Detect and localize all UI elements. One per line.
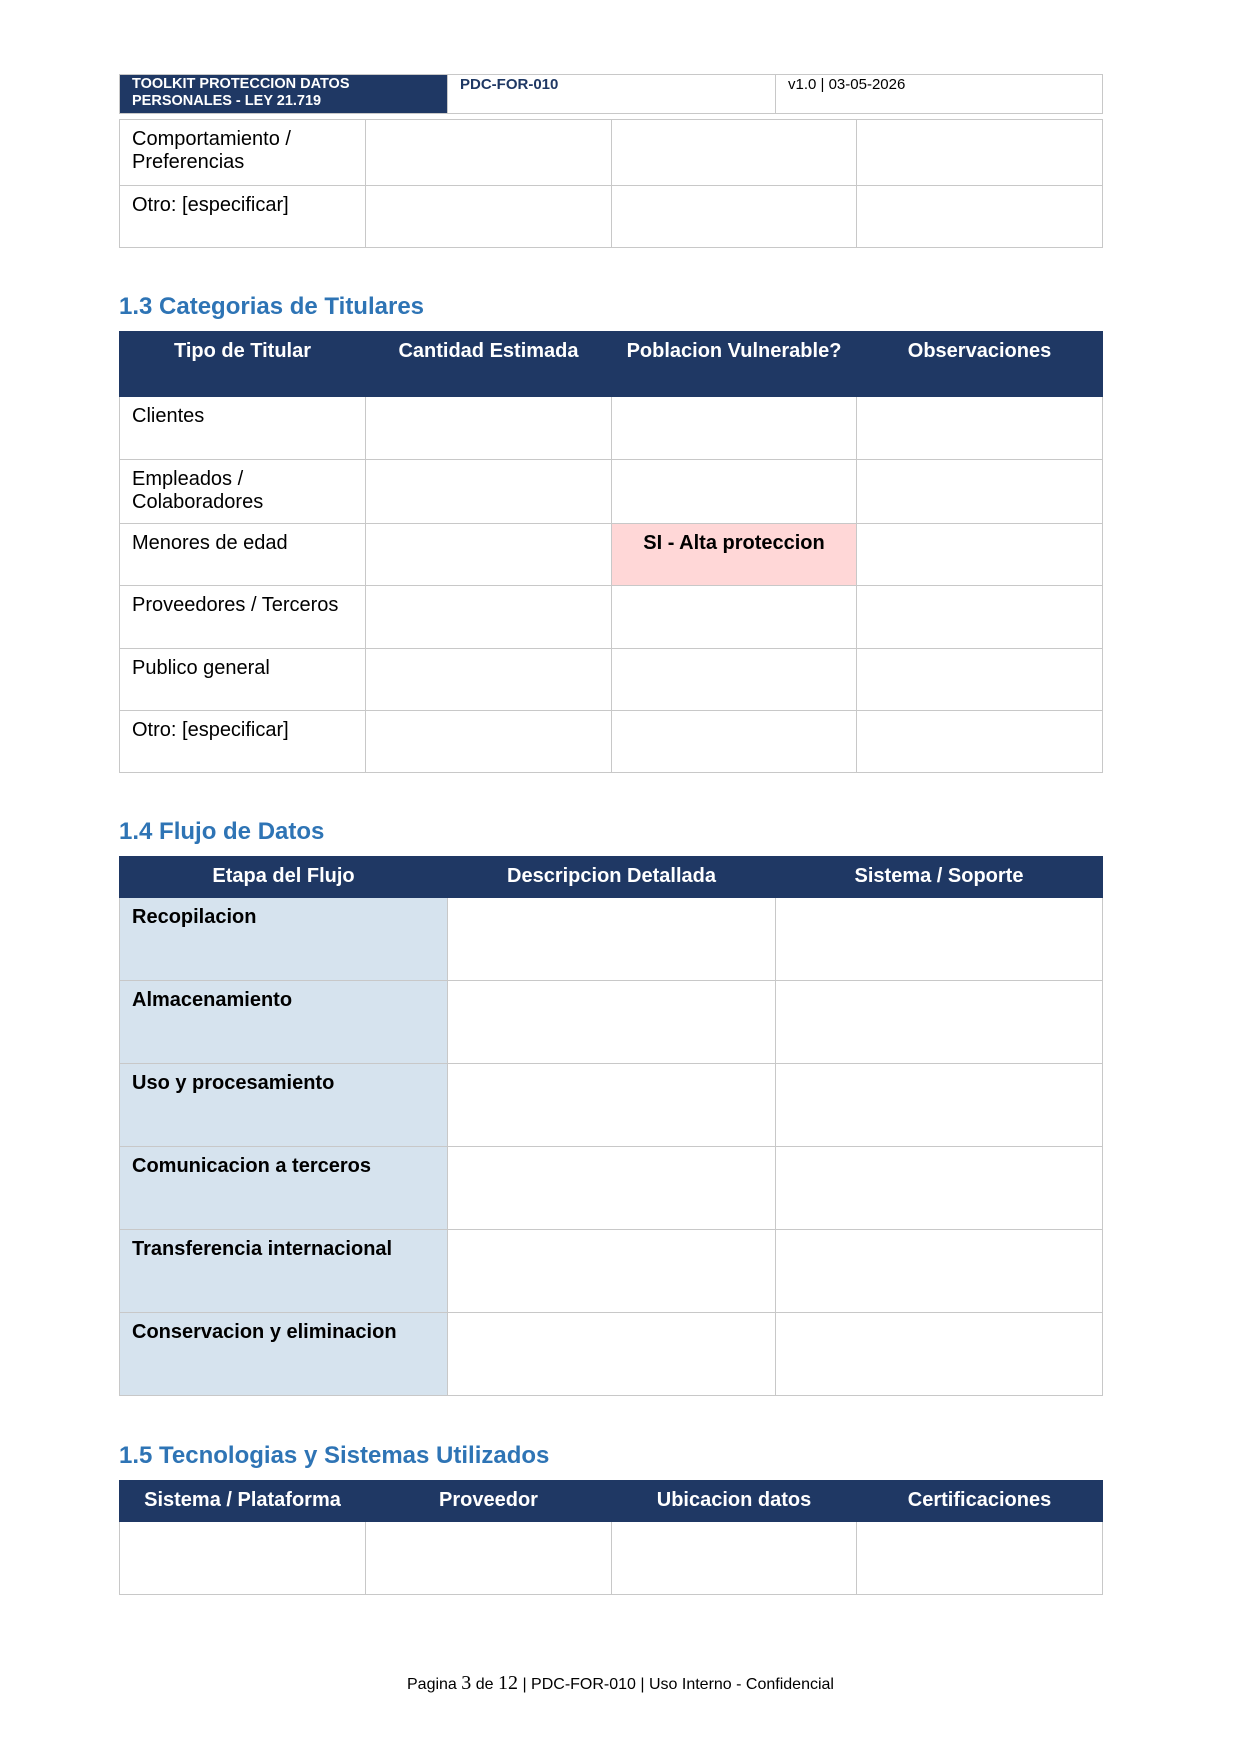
input-cell[interactable] xyxy=(857,460,1103,524)
data-categories-table-continued xyxy=(119,119,1103,248)
footer-page-current: 3 xyxy=(461,1672,472,1694)
input-cell[interactable] xyxy=(612,397,857,460)
table-row xyxy=(120,1064,1103,1147)
row-label: Publico general xyxy=(120,649,366,711)
row-label: Comportamiento / Preferencias xyxy=(120,120,366,186)
input-cell[interactable] xyxy=(612,120,857,186)
input-cell[interactable] xyxy=(366,586,612,649)
section-title-1-3: 1.3 Categorias de Titulares xyxy=(119,293,425,320)
footer-prefix: Pagina xyxy=(407,1676,457,1693)
table-row xyxy=(120,1313,1103,1396)
input-cell[interactable] xyxy=(366,711,612,773)
column-header: Sistema / Plataforma xyxy=(120,1481,366,1522)
table-row xyxy=(120,1147,1103,1230)
input-cell[interactable] xyxy=(857,186,1103,248)
flow-stage: Uso y procesamiento xyxy=(120,1064,448,1147)
table-row xyxy=(120,120,1103,186)
flow-stage: Recopilacion xyxy=(120,898,448,981)
footer-of: de xyxy=(475,1676,494,1693)
table-row xyxy=(120,1522,1103,1595)
row-label: Empleados / Colaboradores xyxy=(120,460,366,524)
input-cell[interactable] xyxy=(366,524,612,586)
column-header: Descripcion Detallada xyxy=(448,857,776,898)
input-cell[interactable] xyxy=(612,186,857,248)
row-label: Proveedores / Terceros xyxy=(120,586,366,649)
table-row xyxy=(120,586,1103,649)
input-cell[interactable] xyxy=(857,711,1103,773)
header-version: v1.0 | 03-05-2026 xyxy=(776,75,1103,114)
input-cell[interactable] xyxy=(776,898,1103,981)
table-row xyxy=(120,397,1103,460)
input-cell[interactable] xyxy=(448,981,776,1064)
input-cell[interactable] xyxy=(366,120,612,186)
table-row xyxy=(120,186,1103,248)
input-cell[interactable] xyxy=(857,586,1103,649)
input-cell[interactable] xyxy=(612,649,857,711)
input-cell[interactable] xyxy=(776,1064,1103,1147)
input-cell[interactable] xyxy=(366,186,612,248)
input-cell[interactable] xyxy=(366,1522,612,1595)
column-header: Observaciones xyxy=(857,332,1103,397)
footer-page-total: 12 xyxy=(497,1672,518,1694)
input-cell[interactable] xyxy=(366,460,612,524)
data-flow-table xyxy=(119,856,1103,1396)
row-label: Otro: [especificar] xyxy=(120,186,366,248)
row-label: Menores de edad xyxy=(120,524,366,586)
table-header-row xyxy=(120,1481,1103,1522)
input-cell[interactable] xyxy=(448,1064,776,1147)
flow-stage: Conservacion y eliminacion xyxy=(120,1313,448,1396)
column-header: Sistema / Soporte xyxy=(776,857,1103,898)
input-cell[interactable] xyxy=(448,1147,776,1230)
input-cell[interactable] xyxy=(776,981,1103,1064)
input-cell[interactable] xyxy=(120,1522,366,1595)
input-cell[interactable] xyxy=(857,397,1103,460)
flow-stage: Almacenamiento xyxy=(120,981,448,1064)
data-subjects-table xyxy=(119,331,1103,773)
vulnerable-flag-cell: SI - Alta proteccion xyxy=(612,524,857,586)
input-cell[interactable] xyxy=(857,524,1103,586)
input-cell[interactable] xyxy=(776,1230,1103,1313)
section-title-1-4: 1.4 Flujo de Datos xyxy=(119,818,325,845)
input-cell[interactable] xyxy=(776,1313,1103,1396)
input-cell[interactable] xyxy=(366,649,612,711)
table-row xyxy=(120,649,1103,711)
input-cell[interactable] xyxy=(776,1147,1103,1230)
footer-suffix: | PDC-FOR-010 | Uso Interno - Confidencial xyxy=(522,1676,834,1693)
input-cell[interactable] xyxy=(857,120,1103,186)
input-cell[interactable] xyxy=(612,586,857,649)
flow-stage: Transferencia internacional xyxy=(120,1230,448,1313)
row-label: Clientes xyxy=(120,397,366,460)
input-cell[interactable] xyxy=(612,460,857,524)
input-cell[interactable] xyxy=(366,397,612,460)
technologies-table xyxy=(119,1480,1103,1595)
input-cell[interactable] xyxy=(857,1522,1103,1595)
column-header: Tipo de Titular xyxy=(120,332,366,397)
table-row xyxy=(120,460,1103,524)
input-cell[interactable] xyxy=(448,1313,776,1396)
column-header: Proveedor xyxy=(366,1481,612,1522)
table-header-row xyxy=(120,857,1103,898)
table-row xyxy=(120,711,1103,773)
input-cell[interactable] xyxy=(448,898,776,981)
column-header: Ubicacion datos xyxy=(612,1481,857,1522)
flow-stage: Comunicacion a terceros xyxy=(120,1147,448,1230)
column-header: Cantidad Estimada xyxy=(366,332,612,397)
table-row xyxy=(120,981,1103,1064)
input-cell[interactable] xyxy=(448,1230,776,1313)
section-title-1-5: 1.5 Tecnologias y Sistemas Utilizados xyxy=(119,1442,550,1469)
header-doc-code: PDC-FOR-010 xyxy=(448,75,776,114)
input-cell[interactable] xyxy=(857,649,1103,711)
column-header: Poblacion Vulnerable? xyxy=(612,332,857,397)
page-footer xyxy=(0,1672,1241,1695)
document-header xyxy=(119,74,1103,114)
input-cell[interactable] xyxy=(612,1522,857,1595)
table-row xyxy=(120,524,1103,586)
table-header-row xyxy=(120,332,1103,397)
header-brand: TOOLKIT PROTECCION DATOS PERSONALES - LEY 21.719 xyxy=(120,75,448,114)
column-header: Etapa del Flujo xyxy=(120,857,448,898)
table-row xyxy=(120,1230,1103,1313)
table-row xyxy=(120,898,1103,981)
column-header: Certificaciones xyxy=(857,1481,1103,1522)
row-label: Otro: [especificar] xyxy=(120,711,366,773)
input-cell[interactable] xyxy=(612,711,857,773)
